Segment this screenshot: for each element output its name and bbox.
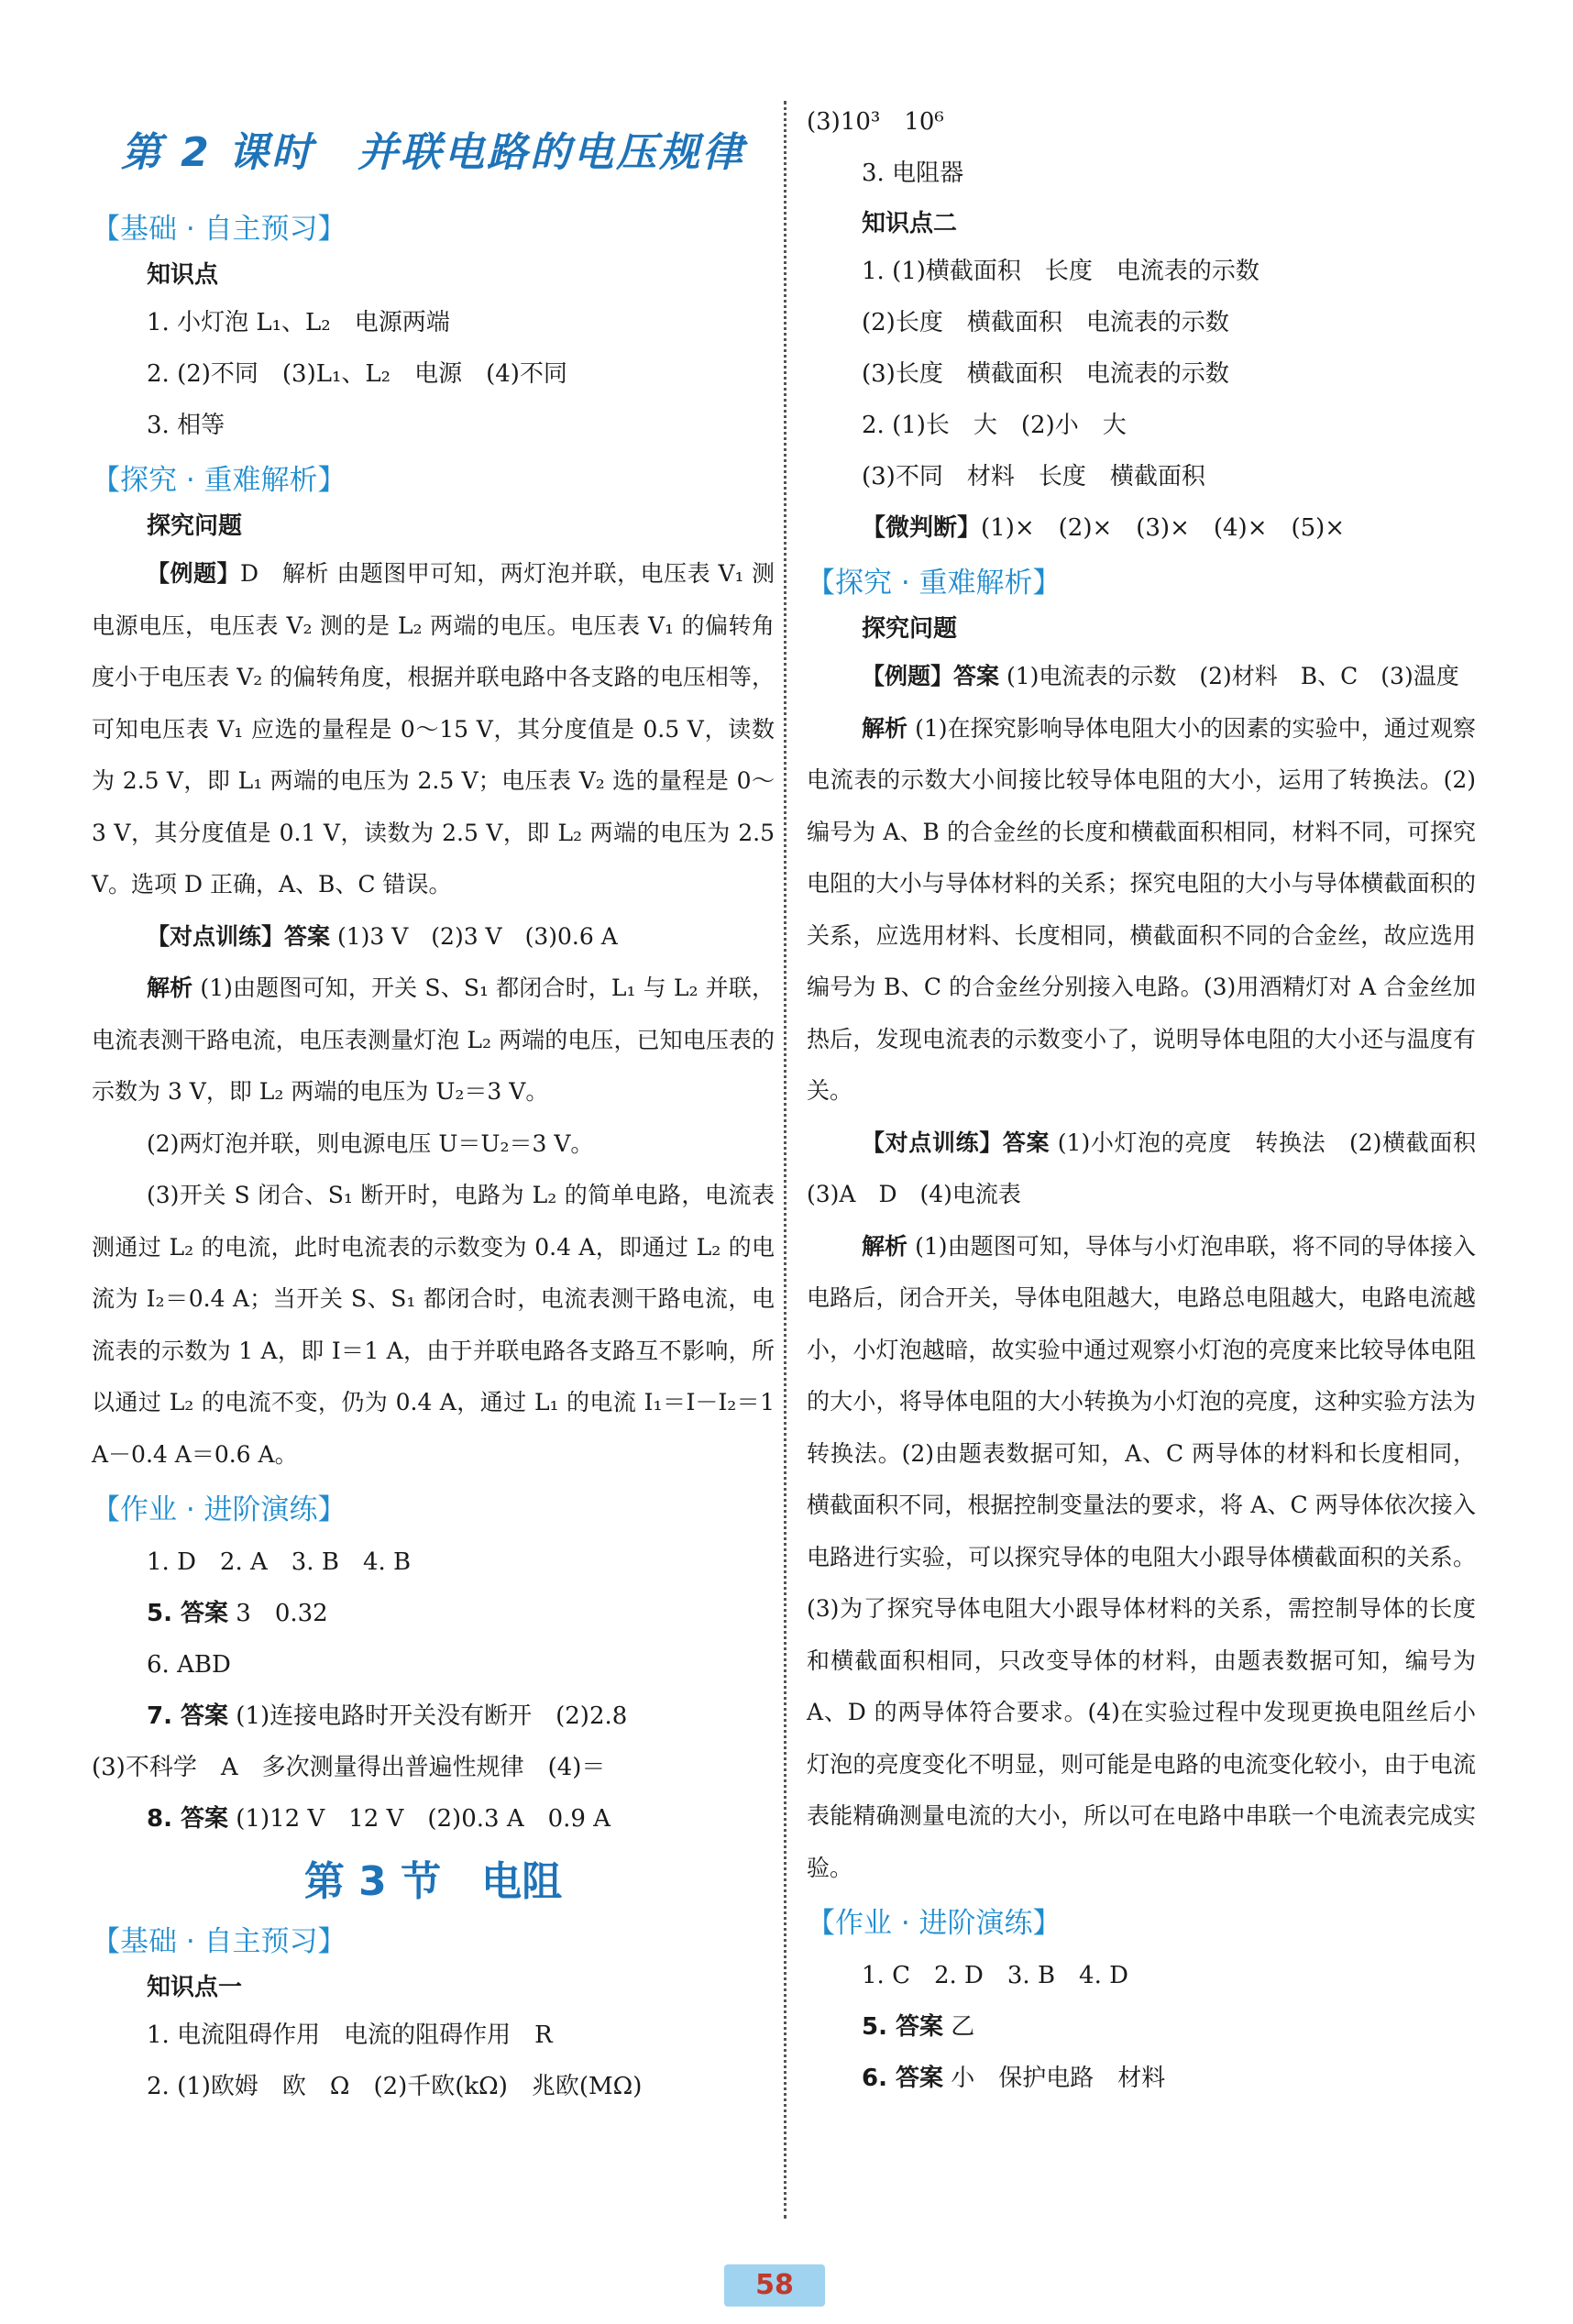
text: (2)两灯泡并联，则电源电压 U＝U₂＝3 V。 [147,1129,594,1157]
subheading: 探究问题 [147,512,243,540]
label: 【对点训练】答案 [147,922,331,950]
left-column [92,101,775,2112]
answer-line: (2)长度 横截面积 电流表的示数 [862,309,1229,336]
page-number: 58 [724,2264,825,2307]
text: D 解析 由题图甲可知，两灯泡并联，电压表 V₁ 测电源电压，电压表 V₂ 测的是 L₂ 两端的电压。电压表 V₁ 的偏转角度小于电压表 V₂ 的偏转角度，根据并联电路中各支路的电压相等，可知电压表 V₁ 应选的量程是 0～15 V，其分度值是 0.5 V，读数为 2.5 V，即 L₁ 两端的电压为 2.5 V；电压表 V₂ 选的量程是 0～3 V，其分度值是 0.1 V，读数为 2.5 V，即 L₂ 两端的电压为 2.5 V。选项 D 正确，A、B、C 错误。 [92,560,775,898]
answer-line: 5. 答案 乙 [862,2013,975,2041]
answer-line: 7. 答案 (1)连接电路时开关没有断开 (2)2.8 [147,1702,628,1730]
text: (1)3 V (2)3 V (3)0.6 A [330,922,618,950]
example-paragraph: 【例题】答案 (1)电流表的示数 (2)材料 B、C (3)温度 解析 (1)在探究影响导体电阻大小的因素的实验中，通过观察电流表的示数大小间接比较导体电阻的大小，运用了转换法。(2)编号为 A、B 的合金丝的长度和横截面积相同，材料不同，可探究电阻的大小与导体材料的关系；探究电阻的大小与导体横截面积的关系，应选用材料、长度相同，横截面积不同的合金丝，故应选用编号为 B、C 的合金丝分别接入电路。(3)用酒精灯对 A 合金丝加热后，发现电流表的示数变小了，说明导体电阻的大小还与温度有关。 【对点训练】答案 (1)小灯泡的亮度 转换法 (2)横截面积 (3)A D (4)电流表 解析 (1)由题图可知，导体与小灯泡串联，将不同的导体接入电路后，闭合开关，导体电阻越大，电路总电阻越大，电路电流越小，小灯泡越暗，故实验中通过观察小灯泡的亮度来比较导体电阻的大小，将导体电阻的大小转换为小灯泡的亮度，这种实验方法为转换法。(2)由题表数据可知，A、C 两导体的材料和长度相同，横截面积不同，根据控制变量法的要求，将 A、C 两导体依次接入电路进行实验，可以探究导体的电阻大小跟导体横截面积的关系。(3)为了探究导体电阻大小跟导体材料的关系，需控制导体的长度和横截面积相同，只改变导体的材料，由题表数据可知，编号为 A、D 的两导体符合要求。(4)在实验过程中发现更换电阻丝后小灯泡的亮度变化不明显，则可能是电路的电流变化较小，由于电流表能精确测量电流的大小，所以可在电路中串联一个电流表完成实验。 [807,663,1499,1881]
label: 解析 [147,975,193,1001]
text: (3)开关 S 闭合、S₁ 断开时，电路为 L₂ 的简单电路，电流表测通过 L₂ 的电流，此时电流表的示数变为 0.4 A，即通过 L₂ 的电流为 I₂＝0.4 A；当开关 S、S₁ 都闭合时，电流表测干路电流，电流表的示数为 1 A，即 I＝1 A，由于并联电路各支路互不影响，所以通过 L₂ 的电流不变，仍为 0.4 A，通过 L₁ 的电流 I₁＝I－I₂＝1 A－0.4 A＝0.6 A。 [92,1182,775,1468]
answer-line: 【微判断】(1)× (2)× (3)× (4)× (5)× [862,514,1346,542]
answer-line: (3)不同 材料 长度 横截面积 [862,463,1205,490]
answer-line: (3)10³ 10⁶ [807,108,944,136]
column-divider [784,101,786,2219]
label: 【例题】 [147,560,240,587]
section-heading: 【作业 · 进阶演练】 [92,1493,346,1526]
answer-line: 2. (1)长 大 (2)小 大 [862,412,1127,439]
section-heading: 【探究 · 重难解析】 [92,464,346,497]
section-heading: 【基础 · 自主预习】 [92,213,346,246]
answer-line: 1. C 2. D 3. B 4. D [862,1962,1128,1989]
answer-line: 3. 相等 [147,412,226,439]
right-column [807,96,1499,2104]
subheading: 探究问题 [862,615,958,643]
answer-line: 1. 小灯泡 L₁、L₂ 电源两端 [147,309,450,336]
text: (1)由题图可知，开关 S、S₁ 都闭合时，L₁ 与 L₂ 并联，电流表测干路电流，电压表测量灯泡 L₂ 两端的电压，已知电压表的示数为 3 V，即 L₂ 两端的电压为 U₂＝3 V。 [92,975,775,1105]
answer-line: 2. (1)欧姆 欧 Ω (2)千欧(kΩ) 兆欧(MΩ) [147,2073,643,2100]
subheading: 知识点一 [147,1974,243,2001]
answer-line: 8. 答案 (1)12 V 12 V (2)0.3 A 0.9 A [147,1805,610,1833]
section-heading: 【基础 · 自主预习】 [92,1925,346,1958]
section-heading: 【作业 · 进阶演练】 [807,1907,1062,1940]
answer-line: 3. 电阻器 [862,160,964,187]
answer-line: 2. (2)不同 (3)L₁、L₂ 电源 (4)不同 [147,360,567,388]
subheading: 知识点 [147,261,219,289]
lesson-title: 第 2 课时 并联电路的电压规律 [120,129,746,176]
example-paragraph [92,548,775,1481]
answer-line: 1. D 2. A 3. B 4. B [147,1548,412,1576]
answer-line: 5. 答案 3 0.32 [147,1600,328,1627]
answer-line: 6. ABD [147,1651,231,1679]
answer-line: 1. (1)横截面积 长度 电流表的示数 [862,258,1260,285]
section-title: 第 3 节 电阻 [303,1858,563,1905]
answer-line: (3)长度 横截面积 电流表的示数 [862,360,1229,388]
answer-line: 6. 答案 小 保护电路 材料 [862,2065,1166,2092]
subheading: 知识点二 [862,210,958,237]
answer-line: 1. 电流阻碍作用 电流的阻碍作用 R [147,2021,553,2049]
answer-line: (3)不科学 A 多次测量得出普遍性规律 (4)＝ [92,1754,606,1781]
section-heading: 【探究 · 重难解析】 [807,567,1062,600]
